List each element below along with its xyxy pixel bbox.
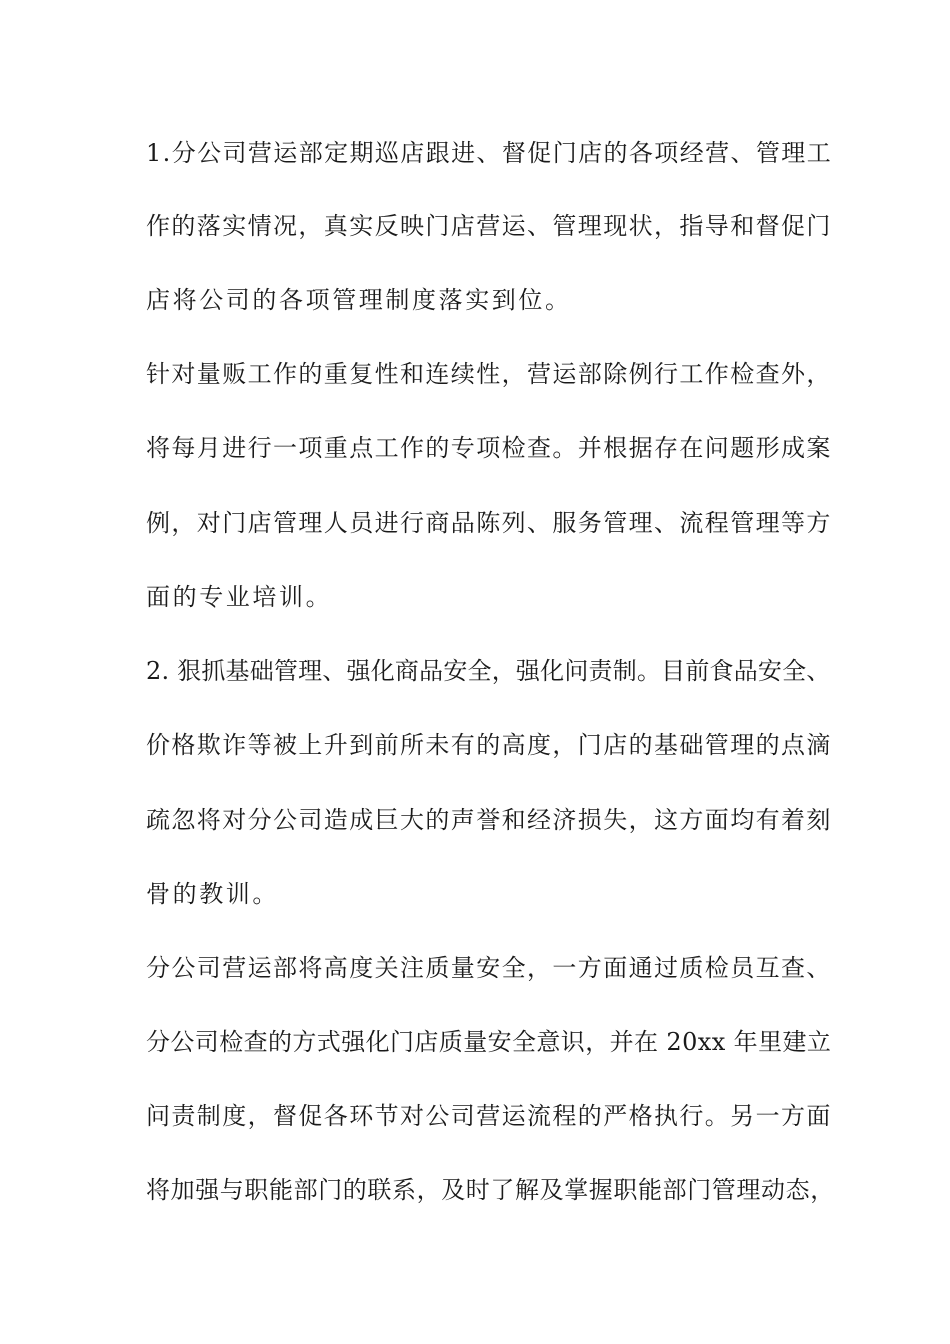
text-line-6: 例，对门店管理人员进行商品陈列、服务管理、流程管理等方 [146,509,832,537]
text-line-2: 作的落实情况，真实反映门店营运、管理现状，指导和督促门 [146,212,832,240]
text-line-4: 针对量贩工作的重复性和连续性，营运部除例行工作检查外， [146,360,832,388]
text-line-13: 分公司检查的方式强化门店质量安全意识，并在 20xx 年里建立 [146,1028,832,1056]
text-line-10: 疏忽将对分公司造成巨大的声誉和经济损失，这方面均有着刻 [146,806,832,834]
text-line-8: 2. 狠抓基础管理、强化商品安全，强化问责制。目前食品安全、 [146,657,831,685]
text-line-7: 面的专业培训。 [146,583,333,611]
text-line-15: 将加强与职能部门的联系，及时了解及掌握职能部门管理动态， [146,1176,835,1204]
text-line-5: 将每月进行一项重点工作的专项检查。并根据存在问题形成案 [146,434,832,462]
text-line-12: 分公司营运部将高度关注质量安全，一方面通过质检员互查、 [146,954,832,982]
text-line-9: 价格欺诈等被上升到前所未有的高度，门店的基础管理的点滴 [146,731,832,759]
text-line-3: 店将公司的各项管理制度落实到位。 [146,286,572,314]
text-line-11: 骨的教训。 [146,880,279,908]
text-line-1: 1.分公司营运部定期巡店跟进、督促门店的各项经营、管理工 [146,139,833,167]
text-line-14: 问责制度，督促各环节对公司营运流程的严格执行。另一方面 [146,1102,832,1130]
